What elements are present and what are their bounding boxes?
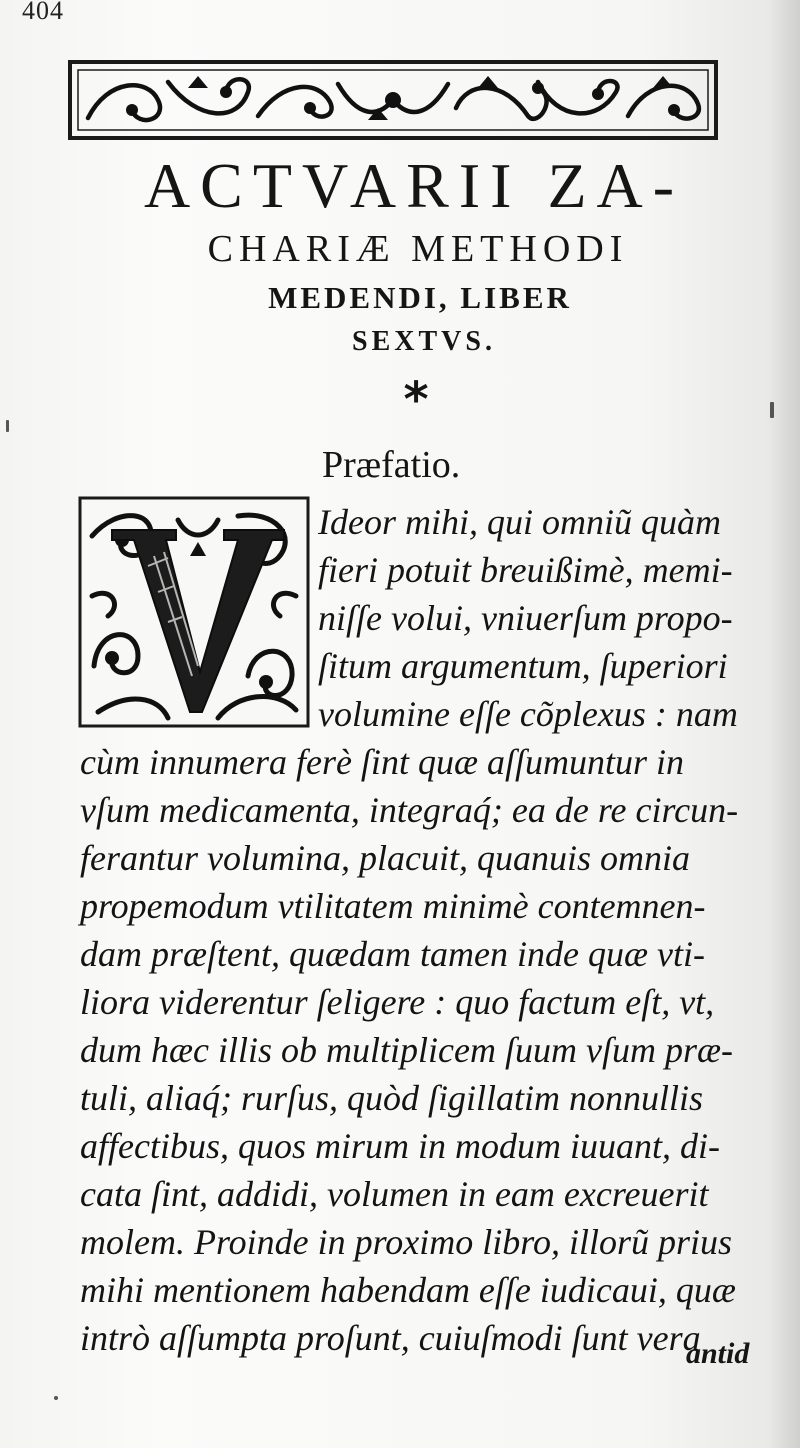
section-heading: Præfatio. [322,444,461,486]
title-line-4: SEXTVS. [352,326,496,357]
body-line: dam præſtent, quædam tamen inde quæ vti- [80,934,705,974]
body-line: mihi mentionem habendam eſſe iudicaui, quæ [80,1270,736,1310]
body-line: niſſe volui, vniuerſum propo- [318,598,733,638]
body-line: cùm innumera ferè ſint quæ aſſumuntur in [80,742,684,782]
catchword: antid [686,1337,750,1370]
page-number: 404 [22,0,64,25]
body-line: affectibus, quos mirum in modum iuuant, di- [80,1126,720,1166]
body-line: tuli, aliaq́; rurſus, quòd ſigillatim nonnullis [80,1078,704,1118]
body-line: vſum medicamenta, integraq́; ea de re circun- [80,790,739,830]
body-line: propemodum vtilitatem minimè contemnen- [80,886,706,926]
paper-speck [54,1396,58,1400]
paper-speck [6,420,9,432]
body-line: molem. Proinde in proximo libro, illorũ prius [80,1222,732,1262]
body-line: volumine eſſe cõplexus : nam [318,694,738,734]
body-line: liora viderentur ſeligere : quo factum eſt, vt, [80,982,715,1022]
body-line: ſitum argumentum, ſuperiori [318,646,728,686]
title-line-2: CHARIÆ METHODI [207,228,629,270]
body-line: Ideor mihi, qui omniũ quàm [318,502,721,542]
body-line: ferantur volumina, placuit, quanuis omnia [80,838,690,878]
body-line: fieri potuit breuißimè, memi- [318,550,733,590]
title-line-1: ACTVARII ZA- [143,150,685,221]
body-line: dum hæc illis ob multiplicem ſuum vſum præ- [80,1030,733,1070]
title-line-3: MEDENDI, LIBER [268,280,572,315]
asterisk-ornament: * [403,372,429,428]
body-line: intrò aſſumpta proſunt, cuiuſmodi ſunt vera [80,1318,701,1358]
body-line: cata ſint, addidi, volumen in eam excreuerit [80,1174,709,1214]
paper-speck [770,402,774,418]
